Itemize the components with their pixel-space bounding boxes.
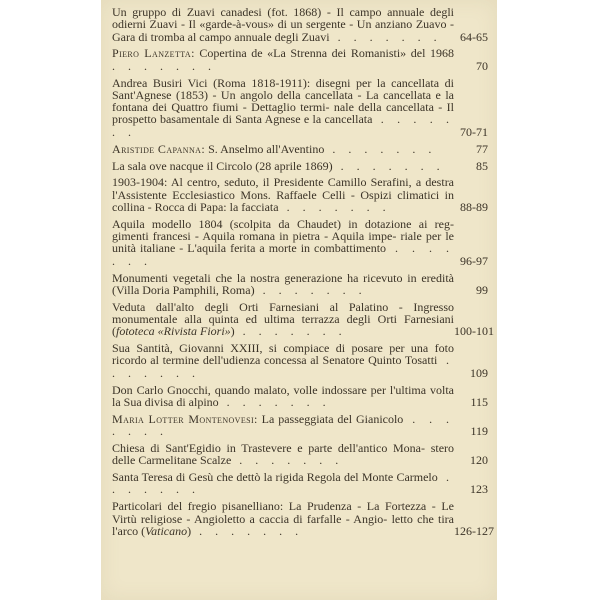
entry-line: Particolari del fregio pisanelliano: La Prudenza - La Fortezza -	[112, 499, 436, 514]
page-number: 85	[476, 158, 488, 173]
leader-dots: . . . . . . .	[112, 112, 454, 139]
entry-line: Un gruppo di Zuavi canadesi (fot. 1868) - Il campo annuale	[112, 5, 425, 19]
index-entry	[112, 176, 488, 213]
entry-line: Monumenti vegetali che la nostra generazione ha ricevuto in	[112, 270, 417, 285]
entry-line: climatici in collina - Rocca di Papa: la facciata	[112, 187, 454, 214]
entry-caption	[112, 471, 454, 496]
entry-line: destra l'Assistente Ecclesiastico Mons. Raffaele Celli - Ospizi	[112, 175, 455, 202]
page-number: 70	[476, 58, 488, 73]
entry-line: La sala ove nacque il Circolo (28 aprile 1869)	[112, 158, 333, 173]
entry-author: Maria Lotter Montenovesi:	[112, 411, 258, 426]
entry-line: Andrea Busiri Vici (Roma 1818-1911): disegni per la cancellata	[112, 75, 440, 90]
entry-caption	[112, 442, 454, 467]
page-number: 99	[476, 282, 488, 297]
entry-line: Zuavi	[301, 29, 330, 44]
index-entry	[112, 342, 488, 379]
entry-line: riale per le unità italiane - L'aquila ferita a morte in	[112, 229, 454, 256]
entry-caption	[112, 301, 454, 338]
entry-line: Copertina de «La Strenna dei Romanisti»	[194, 46, 407, 61]
entry-line: del 1968	[410, 46, 454, 61]
leader-dots: . . . . . . .	[112, 241, 455, 268]
entry-line: 1903-1904: Al centro, seduto, il Presidente Camillo Serafini, a	[112, 175, 422, 190]
entry-caption	[112, 77, 454, 138]
page-number: 115	[470, 394, 488, 409]
entry-caption	[112, 6, 454, 43]
page-number: 109	[470, 365, 488, 380]
entry-line: La passeggiata del Gianicolo	[257, 411, 404, 426]
entry-line: combattimento	[314, 241, 387, 256]
entry-caption	[112, 176, 454, 213]
entry-line: stero delle Carmelitane Scalze	[112, 441, 455, 468]
illustration-index	[112, 5, 494, 542]
leader-dots: . . . . . . .	[332, 158, 445, 173]
leader-dots: . . . . . . .	[278, 199, 391, 214]
index-entry	[112, 442, 488, 467]
index-entry	[112, 413, 488, 438]
index-entry	[112, 499, 494, 538]
leader-dots: . . . . . . .	[234, 324, 347, 339]
entry-caption	[112, 413, 454, 438]
page-number: 77	[476, 141, 488, 156]
page-number: 126-127	[454, 523, 494, 538]
entry-line: cancellata e la fontana dei Quattro fiumi - Dettaglio termi-	[112, 87, 455, 115]
page-number: 120	[470, 453, 488, 468]
entry-line: Aquila modello 1804 (scolpita da Chaudet) in dotazione ai reg-	[112, 216, 454, 231]
leader-dots: . . . . . . .	[112, 411, 454, 439]
entry-caption	[112, 47, 454, 72]
entry-line: Sua Santità, Giovanni XXIII, si compiace di posare per una	[112, 341, 429, 356]
entry-source-close: )	[230, 324, 235, 339]
page-number: 64-65	[460, 29, 488, 44]
leader-dots: . . . . . . .	[112, 58, 216, 73]
entry-caption	[112, 160, 454, 172]
entry-source-close: )	[187, 523, 192, 538]
index-entry	[112, 160, 488, 172]
leader-dots: . . . . . . .	[112, 470, 454, 497]
entry-line: di Sant'Agnese (1853) - Un angolo della cancellata - La	[112, 75, 454, 102]
entry-author: Piero Lanzetta:	[112, 46, 195, 61]
entry-line: monumentale alla quinta ed ultima terrazza degli Orti	[112, 312, 397, 326]
leader-dots: . . . . . . .	[191, 523, 304, 538]
entry-line: degli odierni Zuavi - Il «garde-à-vous» di un sergente - Un	[112, 5, 455, 32]
entry-line: S. Anselmo all'Aventino	[205, 141, 325, 156]
entry-line: Chiesa di Sant'Egidio in Trastevere e parte dell'antico Mona-	[112, 441, 425, 455]
page-number: 119	[470, 424, 488, 439]
entry-line: eredità (Villa Doria Pamphili, Roma)	[112, 270, 455, 297]
page-number: 123	[470, 482, 488, 497]
entry-caption	[112, 500, 454, 537]
entry-line: Le Virtù religiose - Angioletto a caccia di farfalle - Angio-	[112, 499, 454, 526]
entry-caption	[112, 384, 454, 409]
page-number: 88-89	[460, 199, 488, 214]
page-number: 70-71	[460, 124, 488, 139]
entry-line: Carmelo	[396, 470, 438, 485]
index-entry	[112, 47, 488, 72]
index-entry	[112, 6, 488, 43]
leader-dots: . . . . . . .	[231, 453, 344, 468]
entry-line: Santa Teresa di Gesù che dettò la rigida Regola del Monte	[112, 470, 394, 485]
entry-caption	[112, 143, 454, 155]
index-entry	[112, 77, 488, 138]
entry-line: volta la Sua divisa di alpino	[112, 382, 454, 409]
entry-line: Quinto Tosatti	[368, 353, 438, 368]
entry-author: Aristide Capanna:	[112, 141, 206, 156]
entry-line: foto ricordo al termine dell'udienza concessa al Senatore	[112, 341, 454, 368]
entry-line: gimenti francesi - Aquila romana in pietra - Aquila impe-	[112, 229, 397, 244]
leader-dots: . . . . . . .	[112, 353, 455, 380]
leader-dots: . . . . . . .	[324, 141, 437, 156]
index-entry	[112, 143, 488, 155]
entry-line: anziano Zuavo - Gara di tromba al campo annuale degli	[112, 17, 455, 44]
page-number: 100-101	[454, 324, 494, 339]
index-entry	[112, 272, 488, 297]
entry-caption	[112, 272, 454, 297]
entry-source: fototeca «Rivista Fiori»	[116, 324, 231, 339]
entry-line: Don Carlo Gnocchi, quando malato, volle indossare per l'ultima	[112, 382, 427, 397]
entry-source: Vaticano	[145, 523, 188, 538]
leader-dots: . . . . . . .	[218, 394, 331, 409]
entry-line: Veduta dall'alto degli Orti Farnesiani al Palatino - Ingresso	[112, 299, 454, 314]
index-entry	[112, 384, 488, 409]
entry-line: Agnese e la cancellata	[264, 112, 373, 127]
entry-line: letto che tira l'arco (	[112, 511, 455, 538]
leader-dots: . . . . . . .	[329, 29, 442, 44]
entry-line: nale della cancellata - Il prospetto basamentale di Santa	[112, 100, 454, 127]
index-entry	[112, 471, 488, 496]
entry-caption	[112, 342, 454, 379]
entry-caption	[112, 218, 454, 267]
page-number: 96-97	[460, 253, 488, 268]
leader-dots: . . . . . . .	[254, 282, 367, 297]
index-entry	[112, 218, 488, 267]
index-entry	[112, 299, 494, 339]
entry-line: Farnesiani (	[112, 312, 454, 339]
